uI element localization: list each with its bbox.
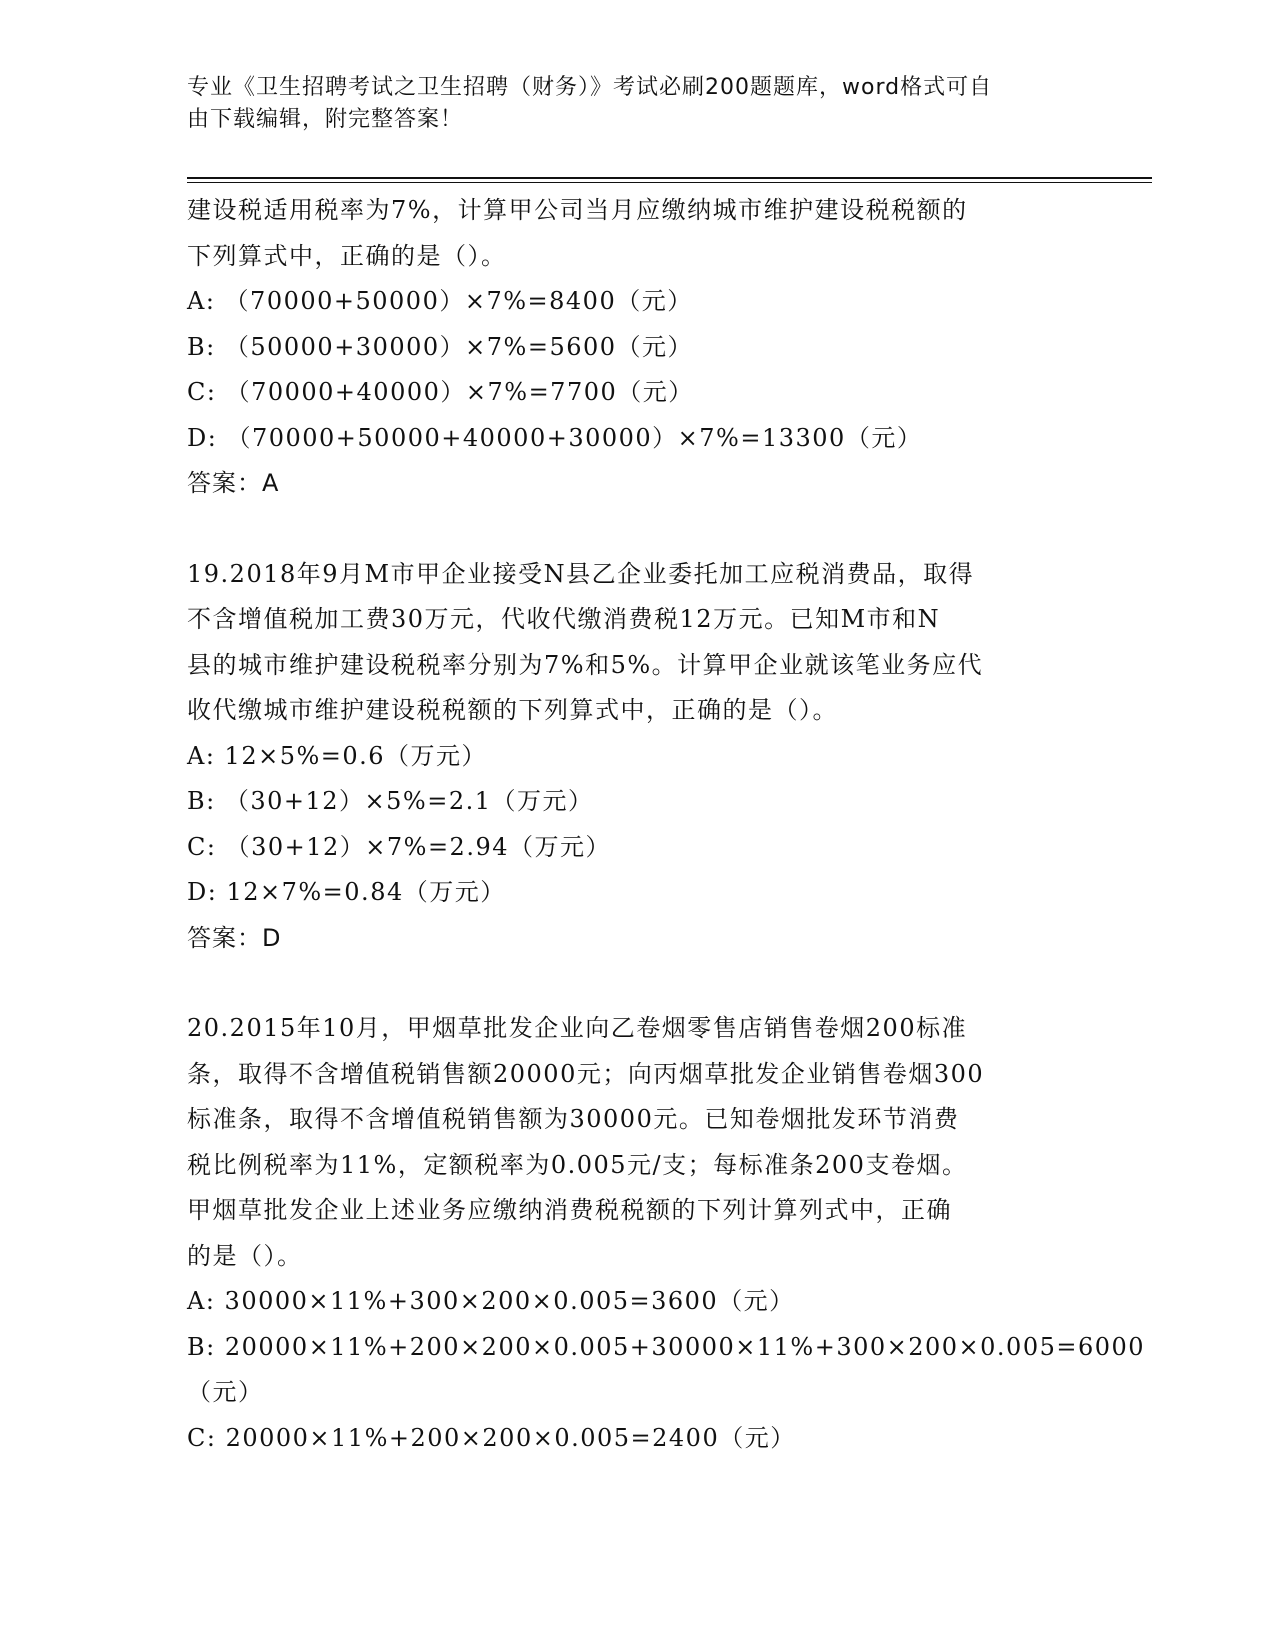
document-header <box>187 72 1067 136</box>
question-20-option-b-line-1: B: 20000×11%+200×200×0.005+30000×11%+300×200×0.005=6000 <box>187 1332 1146 1361</box>
question-spacer <box>187 507 1087 552</box>
question-19-option-c: C: （30+12）×7%=2.94（万元） <box>187 832 611 861</box>
question-18-option-a: A: （70000+50000）×7%=8400（元） <box>187 287 693 315</box>
question-20-stem-line-1: 20.2015年10月，甲烟草批发企业向乙卷烟零售店销售卷烟200标准 <box>187 1014 968 1042</box>
question-20-stem-line-4: 税比例税率为11%，定额税率为0.005元/支；每标准条200支卷烟。 <box>187 1150 968 1179</box>
question-19-stem-line-1: 19.2018年9月M市甲企业接受N县乙企业委托加工应税消费品，取得 <box>187 559 975 588</box>
header-divider-thick <box>187 177 1152 179</box>
question-19 <box>187 552 1087 962</box>
question-18 <box>187 188 1087 507</box>
question-18-stem-line-1: 建设税适用税率为7%，计算甲公司当月应缴纳城市维护建设税税额的 <box>187 196 968 224</box>
question-18-option-c: C: （70000+40000）×7%=7700（元） <box>187 378 694 406</box>
question-18-option-b: B: （50000+30000）×7%=5600（元） <box>187 332 694 361</box>
question-20-stem-line-3: 标准条，取得不含增值税销售额为30000元。已知卷烟批发环节消费 <box>187 1105 960 1133</box>
question-18-answer: 答案：A <box>187 469 280 497</box>
question-19-option-d: D: 12×7%=0.84（万元） <box>187 878 506 906</box>
question-19-answer: 答案：D <box>187 923 282 952</box>
question-19-option-a: A: 12×5%=0.6（万元） <box>187 741 488 770</box>
question-20-stem-line-5: 甲烟草批发企业上述业务应缴纳消费税税额的下列计算列式中，正确 <box>187 1196 952 1224</box>
header-divider-thin <box>187 182 1152 183</box>
question-19-option-b: B: （30+12）×5%=2.1（万元） <box>187 787 594 815</box>
question-20-stem-line-6: 的是（）。 <box>187 1241 303 1270</box>
question-19-stem-line-2: 不含增值税加工费30万元，代收代缴消费税12万元。已知M市和N <box>187 605 941 633</box>
question-20-option-c: C: 20000×11%+200×200×0.005=2400（元） <box>187 1423 796 1452</box>
question-20-stem-line-2: 条，取得不含增值税销售额20000元；向丙烟草批发企业销售卷烟300 <box>187 1059 985 1088</box>
document-body <box>187 188 1146 1461</box>
question-19-stem-line-4: 收代缴城市维护建设税税额的下列算式中，正确的是（）。 <box>187 696 838 724</box>
header-title-line-1: 专业《卫生招聘考试之卫生招聘（财务）》考试必刷200题题库，word格式可自 <box>187 75 993 100</box>
question-spacer <box>187 961 1087 1006</box>
header-title-line-2: 由下载编辑，附完整答案！ <box>187 107 464 132</box>
question-18-option-d: D: （70000+50000+40000+30000）×7%=13300（元） <box>187 423 923 452</box>
question-19-stem-line-3: 县的城市维护建设税税率分别为7%和5%。计算甲企业就该笔业务应代 <box>187 650 984 679</box>
question-20-option-a: A: 30000×11%+300×200×0.005=3600（元） <box>187 1287 795 1315</box>
question-20 <box>187 1006 1146 1461</box>
question-18-stem-line-2: 下列算式中，正确的是（）。 <box>187 241 507 270</box>
question-20-option-b-line-2: （元） <box>187 1378 264 1406</box>
